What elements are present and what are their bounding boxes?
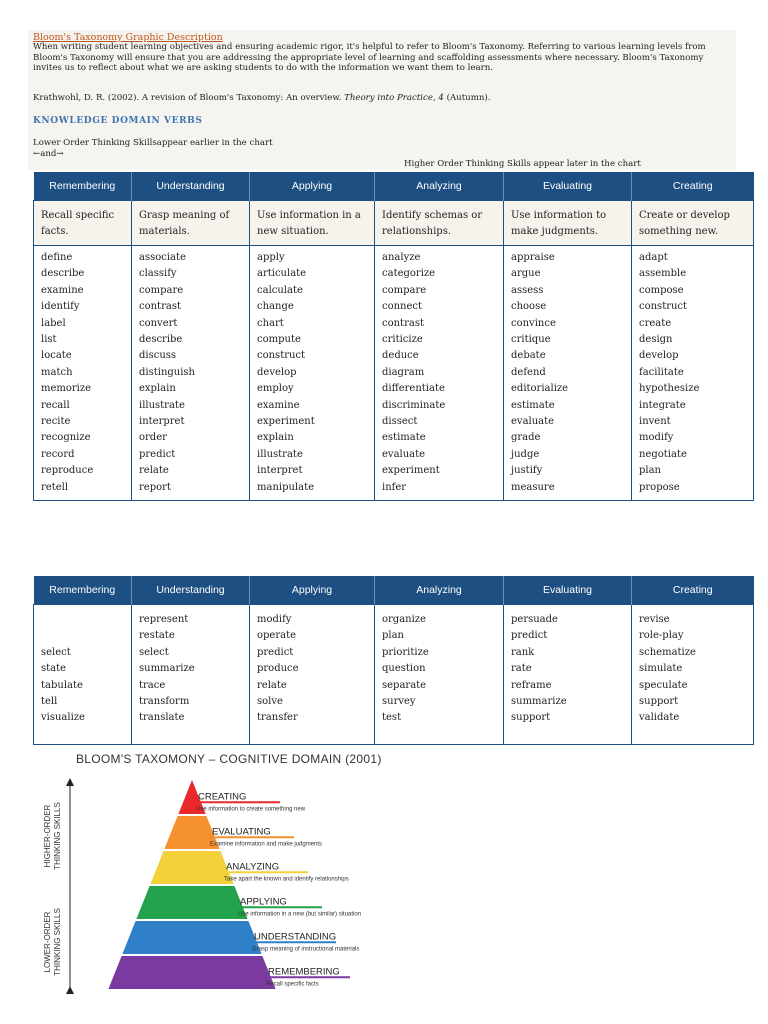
verb: develop [639,350,679,362]
verb: describe [139,334,183,346]
verb: illustrate [257,448,303,460]
verb: develop [257,366,297,378]
verb: separate [382,679,427,691]
higher-order-label-2: THINKING SKILLS [53,802,62,870]
verb: prioritize [382,646,429,658]
verb: simulate [639,663,683,675]
verb: negotiate [639,448,687,460]
verb: trace [139,679,166,691]
verb: relate [139,465,169,477]
level-name-analyzing: ANALYZING [226,861,280,873]
verb [41,628,124,644]
verb: locate [41,350,72,362]
pyramid-title: BLOOM'S TAXOMONY – COGNITIVE DOMAIN (2001) [76,752,382,766]
verb: justify [511,465,543,477]
verb: deduce [382,350,419,362]
header-analyzing: Analyzing [375,576,504,605]
level-desc-remembering: Recall specific facts [266,981,319,988]
verbs-creating [632,605,754,745]
description-remembering: Recall specific facts. [34,201,132,246]
verb: interpret [257,465,303,477]
verb: predict [511,630,548,642]
verb: facilitate [639,366,684,378]
verb: change [257,301,294,313]
lower-order-label-1: LOWER-ORDER [43,911,52,973]
description-creating: Create or develop something new. [632,201,754,246]
verb: connect [382,301,423,313]
verb: restate [139,630,175,642]
verb: persuade [511,614,558,625]
verb: transfer [257,712,298,724]
verb: adapt [639,252,668,263]
verb: differentiate [382,383,445,395]
verb: reproduce [41,465,94,477]
header-applying: Applying [250,172,375,201]
verb: label [41,317,66,329]
verb: support [639,696,679,708]
header-remembering: Remembering [34,576,132,605]
verbs-remembering [34,605,132,745]
verb: transform [139,696,190,708]
verb: manipulate [257,481,315,493]
verb: criticize [382,334,423,346]
table1-verbs-row [34,246,754,501]
verb: test [382,712,402,724]
verb: select [139,646,169,658]
verb: recall [41,399,70,411]
verb: debate [511,350,546,362]
verb: modify [257,614,292,625]
verb: associate [139,252,186,263]
verb: discriminate [382,399,446,411]
verb: editorialize [511,383,569,395]
header-evaluating: Evaluating [504,576,632,605]
verb: schematize [639,646,696,658]
verb: categorize [382,268,436,280]
verb: recite [41,416,71,428]
verb: record [41,448,75,460]
graphic-description-link[interactable]: Bloom's Taxonomy Graphic Description [33,32,223,43]
verb: examine [257,399,300,411]
verb: select [41,646,71,658]
verb: plan [639,465,662,477]
verb: memorize [41,383,92,395]
verbs-evaluating [504,605,632,745]
verbs-analyzing [375,246,504,501]
verb [41,612,124,628]
verb: assess [511,284,544,296]
verb: experiment [382,465,440,477]
lower-order-label-2: THINKING SKILLS [53,908,62,976]
table2-header-row [34,576,754,605]
verb: estimate [511,399,555,411]
verb: examine [41,284,84,296]
table1-header-row [34,172,754,201]
level-name-evaluating: EVALUATING [212,826,271,838]
header-applying: Applying [250,576,375,605]
verb: describe [41,268,85,280]
verb: solve [257,696,283,708]
pyramid-layer-remembering [108,956,275,989]
verb: employ [257,383,294,395]
verb: classify [139,268,177,280]
verbs-analyzing [375,605,504,745]
verb: identify [41,301,80,313]
verb: validate [639,712,680,724]
verb: explain [139,383,176,395]
verb: construct [257,350,306,362]
verb: analyze [382,252,421,263]
verb: hypothesize [639,383,700,395]
verb: list [41,334,57,346]
level-name-creating: CREATING [198,791,247,803]
verb: contrast [382,317,424,329]
lower-order-note: Lower Order Thinking Skillsappear earlier in the chart [33,138,273,148]
verb: role-play [639,630,684,642]
intro-panel [28,30,736,170]
verb: tabulate [41,679,83,691]
verb: judge [511,448,540,460]
verb: survey [382,696,416,708]
description-understanding: Grasp meaning of materials. [132,201,250,246]
intro-paragraph: When writing student learning objectives and ensuring academic rigor, it's helpful to refer to Bloom's Taxonomy. Referring to various learning levels from Bloom's Taxonomy will ensure that you are addressing the appropriate level of learning and scaffolding assessments where necessary. Bloom's Taxonomy invites us to reflect about what we are asking students to do with the information we want them to learn. [33,42,706,74]
verb: convince [511,317,556,329]
header-understanding: Understanding [132,172,250,201]
verb: compute [257,334,301,346]
citation-suffix: (Autumn). [446,93,491,103]
verb: rank [511,646,535,658]
level-desc-evaluating: Examine information and make judgments [210,841,323,848]
verb: represent [139,614,189,625]
description-evaluating: Use information to make judgments. [504,201,632,246]
verb: retell [41,481,69,493]
arrows-note: ←and→ [33,149,64,159]
verbs-table-2 [33,576,754,745]
citation [33,93,490,103]
header-creating: Creating [632,576,754,605]
verb: interpret [139,416,185,428]
verb: organize [382,614,426,625]
verb: invent [639,416,671,428]
verb: question [382,663,426,675]
verb: support [511,712,551,724]
verbs-creating [632,246,754,501]
header-creating: Creating [632,172,754,201]
verb: compare [139,284,184,296]
verb: calculate [257,284,303,296]
header-understanding: Understanding [132,576,250,605]
verb: speculate [639,679,688,691]
header-analyzing: Analyzing [375,172,504,201]
verb: illustrate [139,399,185,411]
verb: compare [382,284,427,296]
pyramid-layer-applying [136,886,247,919]
verb: rate [511,663,532,675]
verb: define [41,252,73,263]
verb: integrate [639,399,686,411]
verb: argue [511,268,541,280]
verb: order [139,432,167,444]
verb: defend [511,366,546,378]
verb: modify [639,432,674,444]
description-applying: Use information in a new situation. [250,201,375,246]
section-heading: KNOWLEDGE DOMAIN VERBS [33,116,203,126]
verb: state [41,663,67,675]
verb: summarize [139,663,195,675]
pyramid-layer-analyzing [150,851,233,884]
verbs-applying [250,246,375,501]
side-labels [43,802,62,976]
verb: grade [511,432,541,444]
verbs-remembering [34,246,132,501]
level-name-applying: APPLYING [240,896,287,908]
verb: plan [382,630,405,642]
verb: translate [139,712,185,724]
verb: summarize [511,696,567,708]
verb: relate [257,679,287,691]
verb: visualize [41,712,85,724]
description-analyzing: Identify schemas or relationships. [375,201,504,246]
verb: create [639,317,672,329]
verb: apply [257,252,285,263]
verbs-table-1 [33,172,754,501]
higher-order-note: Higher Order Thinking Skills appear later in the chart [404,159,641,169]
verb: construct [639,301,688,313]
citation-prefix: Krathwohl, D. R. (2002). A revision of Bloom's Taxonomy: An overview. [33,93,342,103]
verb: appraise [511,252,555,263]
verb: match [41,366,73,378]
verb: propose [639,481,680,493]
higher-order-label-1: HIGHER-ORDER [43,804,52,868]
verb: contrast [139,301,181,313]
level-name-remembering: REMEMBERING [268,966,340,978]
level-desc-applying: Use information in a new (but similar) situation [238,911,362,918]
verb: produce [257,663,299,675]
table1-description-row [34,201,754,246]
verb: dissect [382,416,418,428]
verb: evaluate [511,416,555,428]
verb: convert [139,317,178,329]
verb: recognize [41,432,91,444]
level-name-understanding: UNDERSTANDING [254,931,337,943]
bloom-pyramid-diagram [40,772,400,1000]
verb: choose [511,301,547,313]
table2-verbs-row [34,605,754,745]
verb: explain [257,432,294,444]
verb: evaluate [382,448,426,460]
verb: measure [511,481,555,493]
verb: chart [257,317,284,329]
verb: design [639,334,673,346]
verb: critique [511,334,551,346]
verb: infer [382,481,407,493]
verb: predict [257,646,294,658]
verb: reframe [511,679,552,691]
pyramid-layers [108,780,361,989]
verb: report [139,481,171,493]
verb: predict [139,448,176,460]
verb: diagram [382,366,425,378]
verbs-understanding [132,246,250,501]
level-desc-creating: Use information to create something new [196,806,306,813]
verb: estimate [382,432,426,444]
pyramid-layer-understanding [122,921,261,954]
verb: compose [639,284,684,296]
verb: distinguish [139,366,196,378]
header-remembering: Remembering [34,172,132,201]
level-desc-analyzing: Take apart the known and identify relationships [224,876,349,883]
verb: articulate [257,268,307,280]
verb: assemble [639,268,687,280]
verb: tell [41,696,58,708]
header-evaluating: Evaluating [504,172,632,201]
verb: experiment [257,416,315,428]
citation-journal: Theory into Practice, 4 [344,93,444,103]
level-desc-understanding: Grasp meaning of instructional materials [252,946,360,953]
verbs-applying [250,605,375,745]
verbs-evaluating [504,246,632,501]
verb: discuss [139,350,177,362]
verbs-understanding [132,605,250,745]
verb: revise [639,614,670,625]
verb: operate [257,630,297,642]
